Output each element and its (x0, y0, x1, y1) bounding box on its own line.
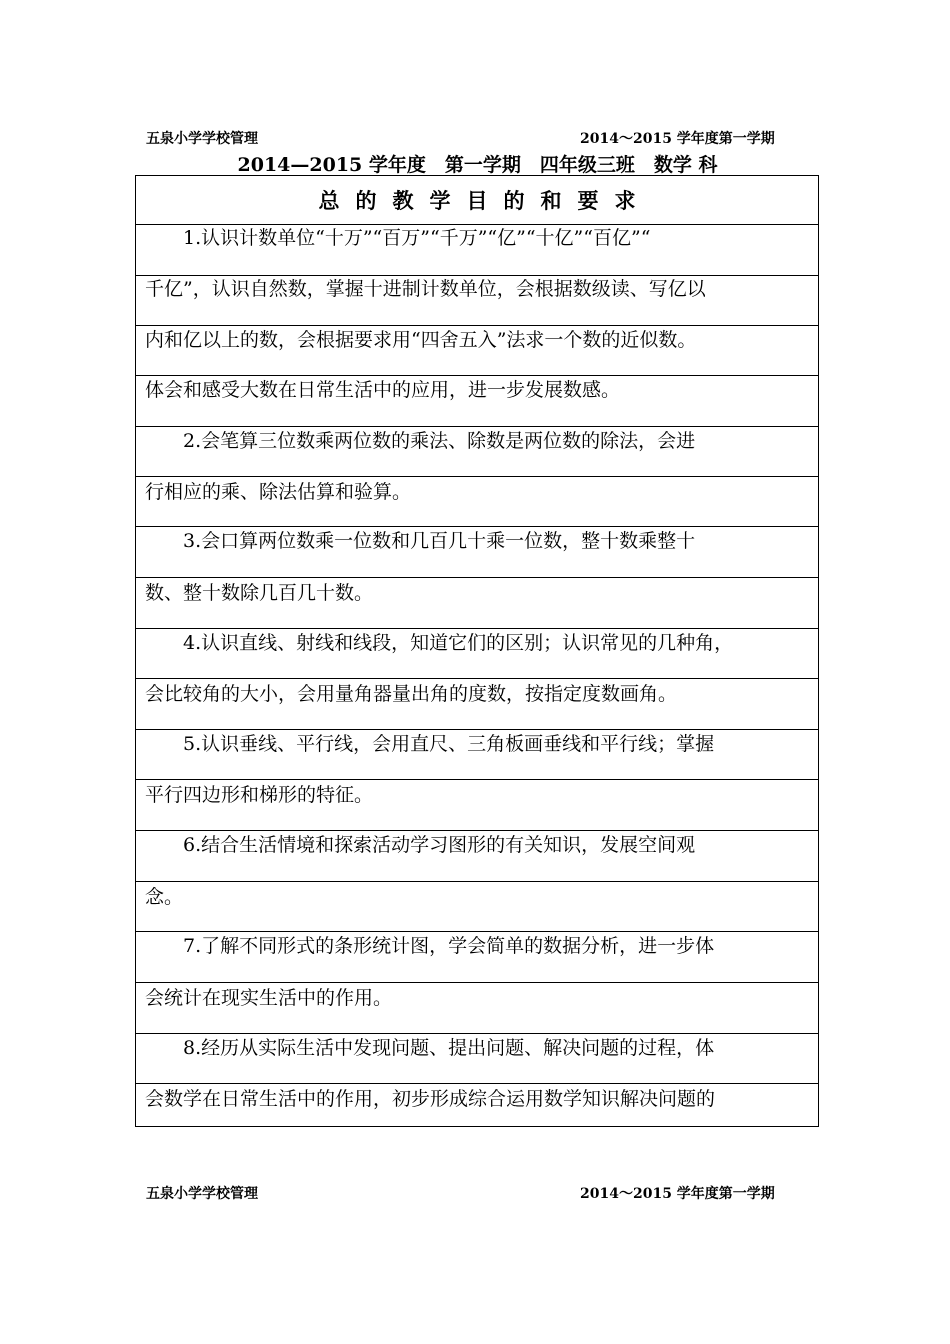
table-row (136, 679, 818, 730)
footer-school-name: 五泉小学学校管理 (146, 1186, 258, 1202)
row-text: 会比较角的大小，会用量角器量出角的度数，按指定度数画角。 (145, 683, 678, 705)
row-text: 会统计在现实生活中的作用。 (145, 987, 393, 1009)
table-row (136, 882, 818, 932)
document-title: 2014—2015 学年度 第一学期 四年级三班 数学 科 (237, 154, 718, 176)
row-text: 千亿”，认识自然数，掌握十进制计数单位，会根据数级读、写亿以 (145, 278, 706, 300)
table-row (136, 730, 818, 780)
header-school-name: 五泉小学学校管理 (146, 131, 258, 147)
table-row (136, 427, 818, 477)
table-row (136, 276, 818, 326)
table-row (136, 1034, 818, 1084)
table-row (136, 932, 818, 983)
objectives-table (135, 175, 819, 1127)
row-text: 会数学在日常生活中的作用，初步形成综合运用数学知识解决问题的 (145, 1088, 716, 1110)
row-text: 8.经历从实际生活中发现问题、提出问题、解决问题的过程，体 (183, 1037, 715, 1059)
table-row (136, 477, 818, 527)
row-text: 4.认识直线、射线和线段，知道它们的区别；认识常见的几种角， (183, 632, 734, 654)
table-row (136, 376, 818, 427)
row-text: 6.结合生活情境和探索活动学习图形的有关知识，发展空间观 (183, 834, 696, 856)
table-row (136, 578, 818, 629)
row-text: 内和亿以上的数，会根据要求用“四舍五入”法求一个数的近似数。 (145, 329, 697, 351)
row-text: 5.认识垂线、平行线，会用直尺、三角板画垂线和平行线；掌握 (183, 733, 715, 755)
table-row (136, 1084, 818, 1132)
row-text: 念。 (145, 886, 184, 908)
table-row (136, 983, 818, 1034)
row-text: 行相应的乘、除法估算和验算。 (145, 481, 412, 503)
row-text: 1.认识计数单位“十万”“百万”“千万”“亿”“十亿”“百亿”“ (183, 227, 651, 249)
table-row (136, 225, 818, 276)
row-text: 平行四边形和梯形的特征。 (145, 784, 374, 806)
table-row (136, 527, 818, 578)
row-text: 数、整十数除几百几十数。 (145, 582, 374, 604)
row-text: 2.会笔算三位数乘两位数的乘法、除数是两位数的除法，会进 (183, 430, 696, 452)
footer-term: 2014～2015 学年度第一学期 (580, 1186, 775, 1202)
table-row (136, 326, 818, 376)
row-text: 体会和感受大数在日常生活中的应用，进一步发展数感。 (145, 379, 621, 401)
row-text: 3.会口算两位数乘一位数和几百几十乘一位数，整十数乘整十 (183, 530, 696, 552)
table-row (136, 629, 818, 679)
table-heading: 总的教学目的和要求 (136, 176, 818, 225)
row-text: 7.了解不同形式的条形统计图，学会简单的数据分析，进一步体 (183, 935, 715, 957)
table-row (136, 780, 818, 831)
header-term: 2014～2015 学年度第一学期 (580, 131, 775, 147)
table-row (136, 831, 818, 882)
